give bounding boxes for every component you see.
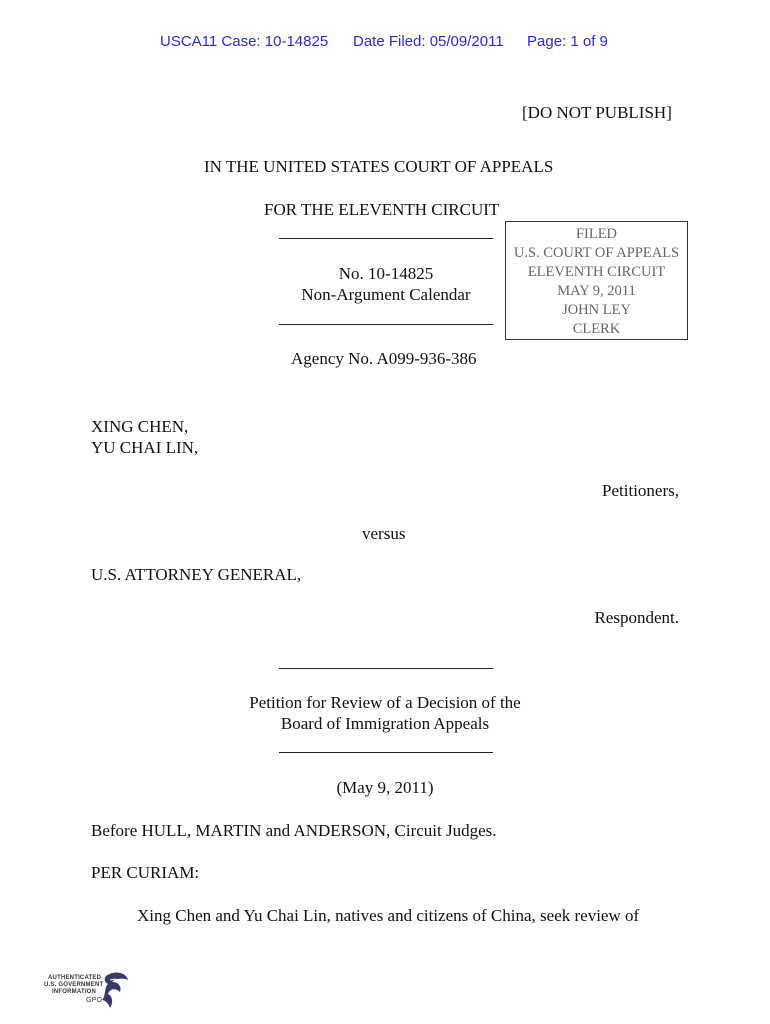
seal-text: GPO — [86, 997, 103, 1004]
filed-stamp-date: MAY 9, 2011 — [557, 283, 636, 299]
petitioner-name: YU CHAI LIN, — [91, 438, 199, 457]
panel-judges: Before HULL, MARTIN and ANDERSON, Circuit Judges. — [91, 821, 497, 840]
gpo-authentication-seal — [40, 970, 130, 1014]
filed-stamp-clerk-title: CLERK — [572, 321, 621, 337]
agency-number: Agency No. A099-936-386 — [291, 349, 477, 368]
header-page-count: Page: 1 of 9 — [527, 33, 608, 50]
versus-label: versus — [362, 524, 406, 543]
petitioner-name: XING CHEN, — [91, 417, 189, 436]
seal-text: AUTHENTICATED — [48, 975, 102, 981]
respondent-name: U.S. ATTORNEY GENERAL, — [91, 565, 302, 584]
filed-stamp-clerk-name: JOHN LEY — [562, 302, 631, 318]
eagle-icon — [102, 970, 130, 1014]
divider-rule — [279, 668, 493, 669]
opinion-first-line: Xing Chen and Yu Chai Lin, natives and citizens of China, seek review of — [137, 906, 640, 925]
court-name: IN THE UNITED STATES COURT OF APPEALS — [204, 157, 554, 176]
seal-text: INFORMATION — [52, 989, 97, 995]
divider-rule — [279, 238, 493, 239]
divider-rule — [279, 324, 493, 325]
filed-stamp-line: ELEVENTH CIRCUIT — [527, 264, 666, 280]
per-curiam-heading: PER CURIAM: — [91, 863, 200, 882]
case-number: No. 10-14825 — [338, 264, 434, 283]
petition-title-line: Board of Immigration Appeals — [280, 714, 490, 733]
header-case-number: USCA11 Case: 10-14825 — [160, 33, 329, 50]
filed-stamp — [505, 221, 688, 340]
petitioners-label: Petitioners, — [602, 481, 679, 500]
calendar-type: Non-Argument Calendar — [301, 285, 471, 304]
filed-stamp-line: U.S. COURT OF APPEALS — [513, 245, 680, 261]
decision-date: (May 9, 2011) — [336, 778, 434, 797]
seal-text: U.S. GOVERNMENT — [44, 982, 104, 988]
header-date-filed: Date Filed: 05/09/2011 — [353, 33, 504, 50]
filed-stamp-line: FILED — [575, 226, 618, 242]
petition-title-line: Petition for Review of a Decision of the — [249, 693, 521, 712]
publish-status: [DO NOT PUBLISH] — [522, 103, 672, 122]
circuit-name: FOR THE ELEVENTH CIRCUIT — [264, 200, 500, 219]
divider-rule — [279, 752, 493, 753]
respondent-label: Respondent. — [594, 608, 679, 627]
